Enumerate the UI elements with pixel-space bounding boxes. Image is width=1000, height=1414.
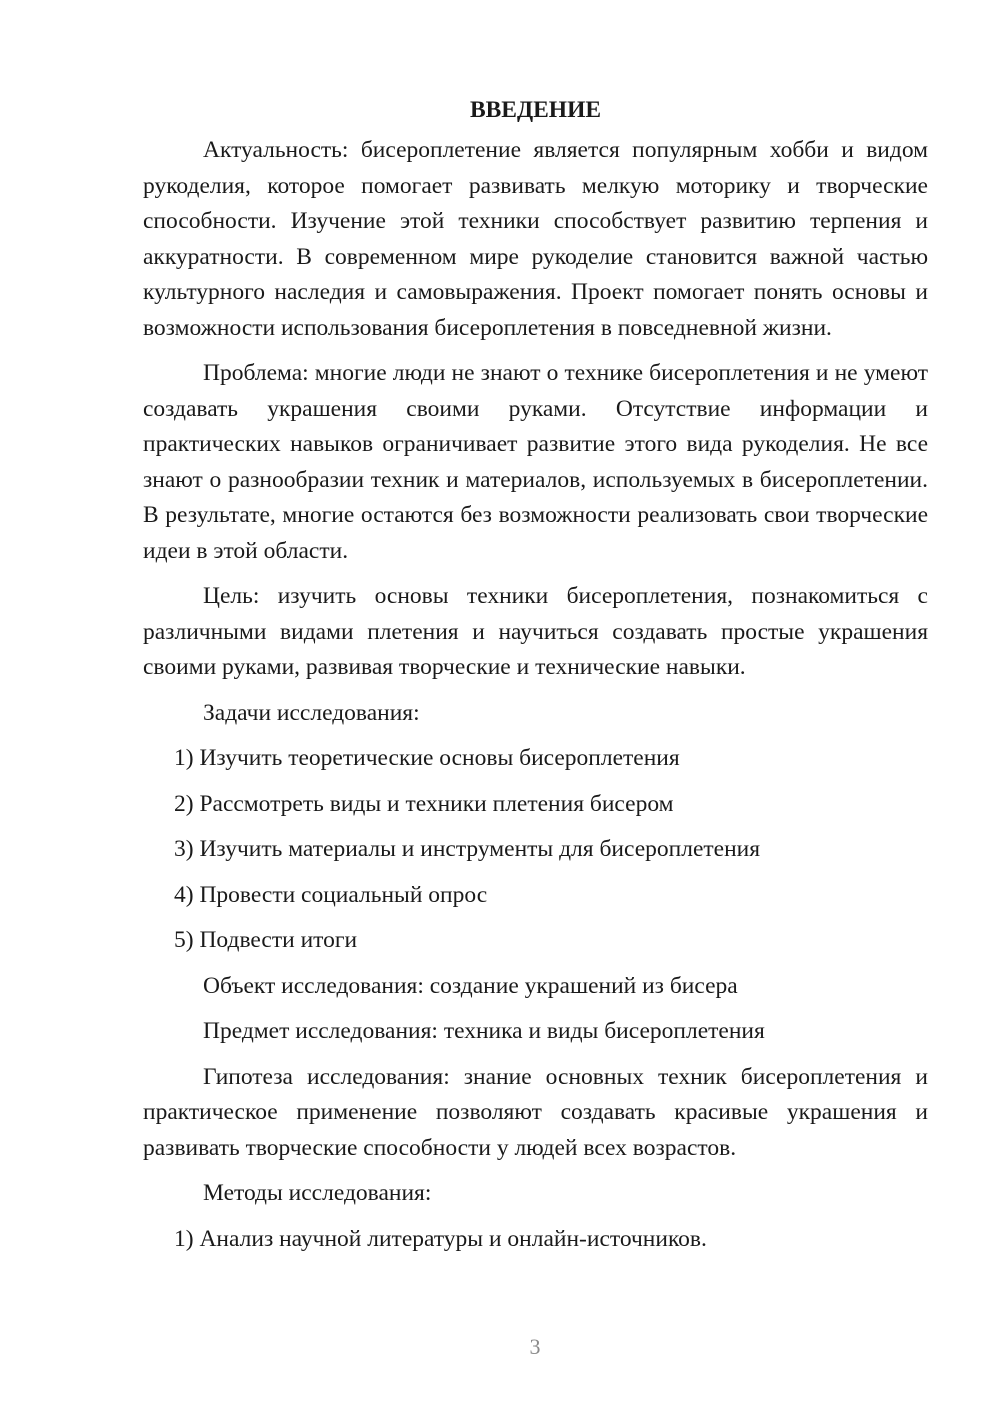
page-number: 3 bbox=[529, 1334, 541, 1359]
methods-heading: Методы исследования: bbox=[203, 1180, 432, 1206]
goal-paragraph: Цель: изучить основы техники бисероплетения, познакомиться с различными видами плетения и научиться создавать простые украшения своими руками, развивая творческие и технические навыки. bbox=[143, 583, 928, 680]
problem-paragraph: Проблема: многие люди не знают о технике бисероплетения и не умеют создавать украшения своими руками. Отсутствие информации и практических навыков ограничивает развитие этого вида рукоделия. Не все знают о разнообразии техник и материалов, используемых в бисероплетении. В результате, многие остаются без возможности реализовать свои творческие идеи в этой области. bbox=[143, 360, 928, 564]
task-item: 3) Изучить материалы и инструменты для бисероплетения bbox=[174, 836, 761, 862]
research-object: Объект исследования: создание украшений из бисера bbox=[203, 972, 738, 999]
method-item: 1) Анализ научной литературы и онлайн-источников. bbox=[174, 1225, 707, 1252]
page-content bbox=[143, 94, 928, 1267]
relevance-paragraph: Актуальность: бисероплетение является популярным хобби и видом рукоделия, которое помогает развивать мелкую моторику и творческие способности. Изучение этой техники способствует развитию терпения и аккуратности. В современном мире рукоделие становится важной частью культурного наследия и самовыражения. Проект помогает понять основы и возможности использования бисероплетения в повседневной жизни. bbox=[143, 137, 928, 341]
task-item: 1) Изучить теоретические основы бисероплетения bbox=[174, 745, 680, 771]
task-item: 4) Провести социальный опрос bbox=[174, 881, 488, 908]
task-item: 2) Рассмотреть виды и техники плетения бисером bbox=[174, 790, 674, 817]
task-item: 5) Подвести итоги bbox=[174, 927, 358, 953]
hypothesis-paragraph: Гипотеза исследования: знание основных техник бисероплетения и практическое применение позволяют создавать красивые украшения и развивать творческие способности у людей всех возрастов. bbox=[143, 1063, 928, 1161]
section-title: ВВЕДЕНИЕ bbox=[469, 97, 602, 123]
tasks-heading: Задачи исследования: bbox=[203, 699, 420, 726]
research-subject: Предмет исследования: техника и виды бисероплетения bbox=[203, 1018, 765, 1044]
